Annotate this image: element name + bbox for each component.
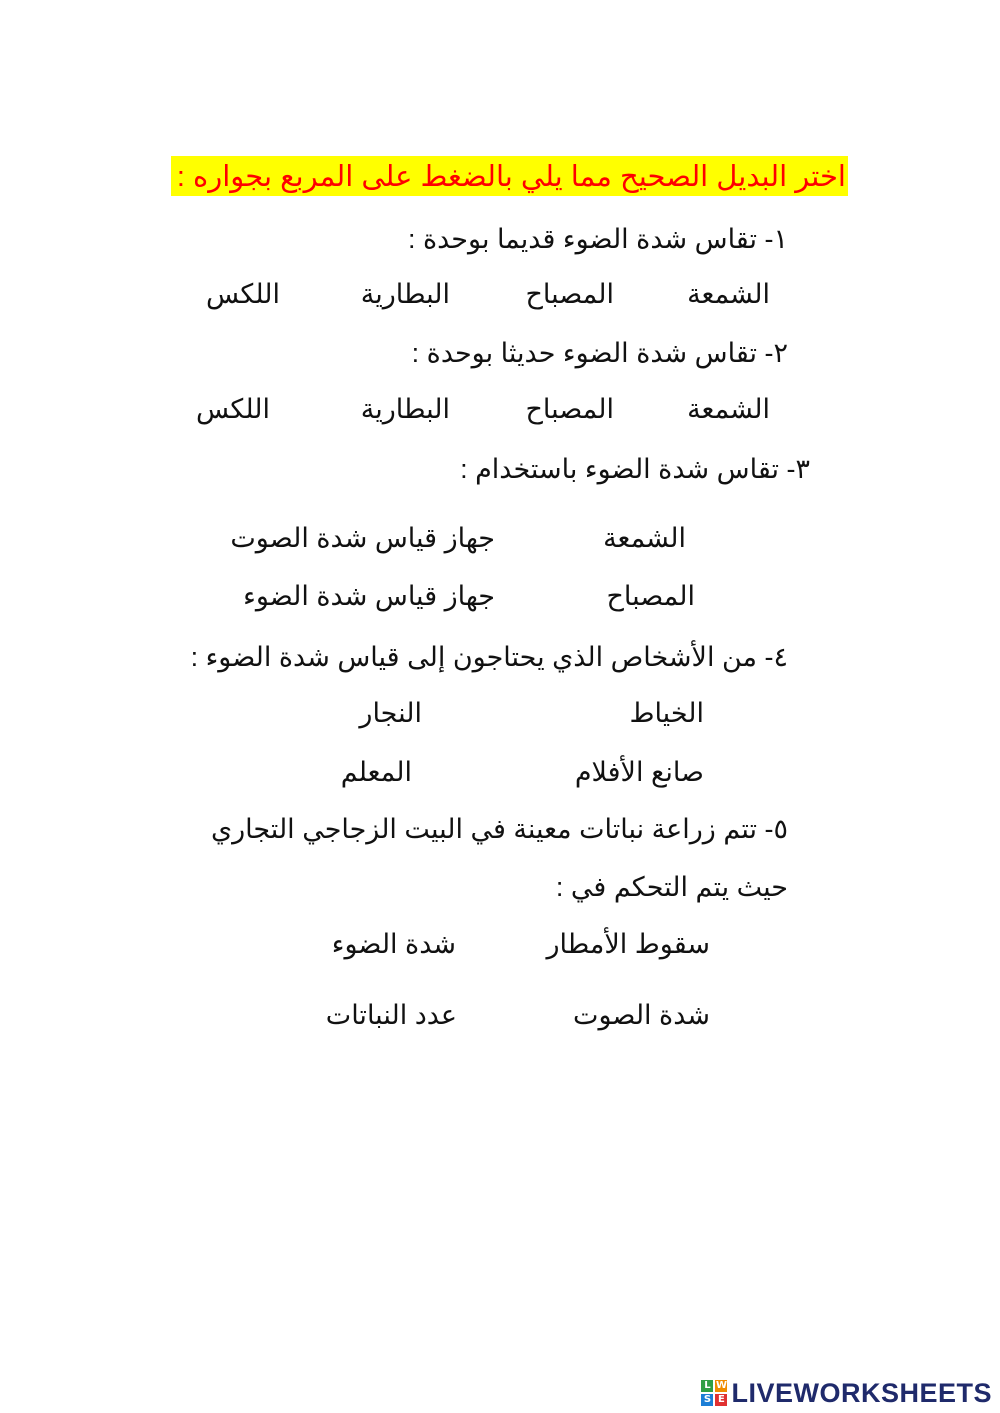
q5-option-plant-count[interactable]: عدد النباتات — [325, 1000, 457, 1030]
q4-option-filmmaker[interactable]: صانع الأفلام — [574, 757, 704, 787]
question-3-text: ٣- تقاس شدة الضوء باستخدام : — [460, 454, 810, 484]
instruction-banner: اختر البديل الصحيح مما يلي بالضغط على المربع بجواره : — [171, 156, 848, 196]
logo-letter-3: S — [701, 1394, 713, 1406]
logo-letter-2: W — [715, 1380, 727, 1391]
logo-letter-1: L — [701, 1380, 713, 1392]
question-5-text-line-2: حيث يتم التحكم في : — [555, 872, 788, 902]
q4-option-carpenter[interactable]: النجار — [359, 698, 422, 728]
q1-option-lamp[interactable]: المصباح — [525, 279, 614, 309]
q4-option-teacher[interactable]: المعلم — [340, 757, 412, 787]
q3-option-candle[interactable]: الشمعة — [603, 523, 686, 553]
q3-option-light-meter[interactable]: جهاز قياس شدة الضوء — [243, 581, 495, 611]
liveworksheets-logo-icon — [701, 1380, 727, 1406]
q4-option-tailor[interactable]: الخياط — [629, 698, 704, 728]
q1-option-candle[interactable]: الشمعة — [687, 279, 770, 309]
q1-option-lux[interactable]: اللكس — [206, 279, 280, 309]
q5-option-rainfall[interactable]: سقوط الأمطار — [546, 929, 710, 959]
q5-option-light-intensity[interactable]: شدة الضوء — [331, 929, 456, 959]
q2-option-lamp[interactable]: المصباح — [525, 394, 614, 424]
question-2-text: ٢- تقاس شدة الضوء حديثا بوحدة : — [411, 338, 788, 368]
q5-option-sound-intensity[interactable]: شدة الصوت — [573, 1000, 710, 1030]
question-4-text: ٤- من الأشخاص الذي يحتاجون إلى قياس شدة الضوء : — [190, 642, 788, 672]
q1-option-battery[interactable]: البطارية — [360, 279, 450, 309]
question-5-text-line-1: ٥- تتم زراعة نباتات معينة في البيت الزجاجي التجاري — [210, 814, 788, 844]
brand-name: LIVEWORKSHEETS — [731, 1377, 992, 1408]
q3-option-sound-meter[interactable]: جهاز قياس شدة الصوت — [230, 523, 495, 553]
q3-option-lamp[interactable]: المصباح — [606, 581, 695, 611]
logo-letter-4: E — [715, 1394, 727, 1406]
q2-option-lux[interactable]: اللكس — [196, 394, 270, 424]
q2-option-battery[interactable]: البطارية — [360, 394, 450, 424]
liveworksheets-branding — [701, 1378, 992, 1408]
q2-option-candle[interactable]: الشمعة — [687, 394, 770, 424]
question-1-text: ١- تقاس شدة الضوء قديما بوحدة : — [407, 224, 788, 254]
